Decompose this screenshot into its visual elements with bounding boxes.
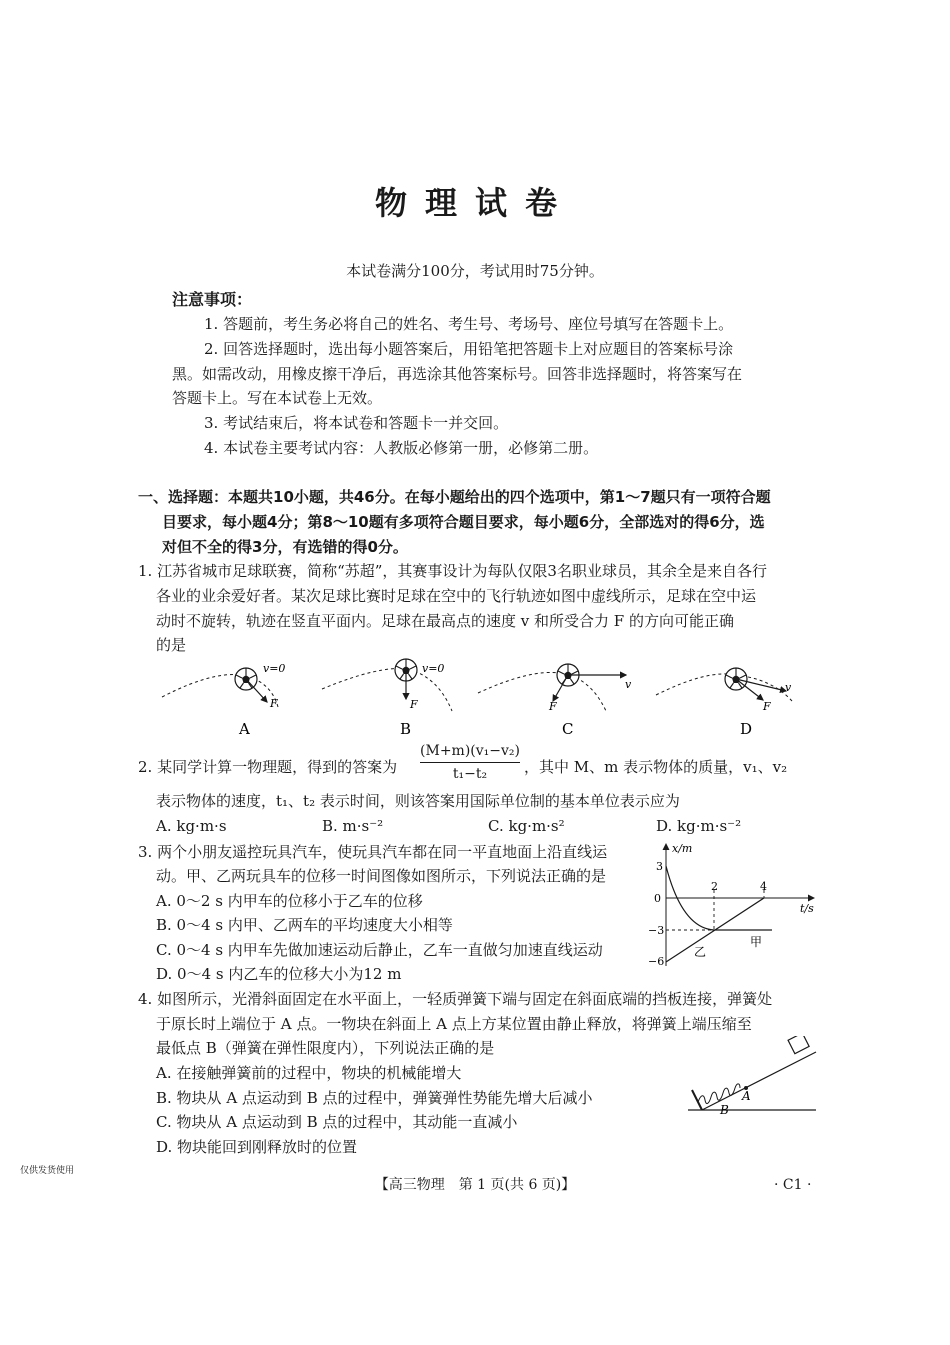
notice-item: 黑。如需改动，用橡皮擦干净后，再选涂其他答案标号。回答非选择题时，将答案写在 <box>172 365 743 383</box>
option-d[interactable]: D. 0～4 s 内乙车的位移大小为12 m <box>156 965 402 983</box>
velocity-label: v=0 <box>422 662 445 675</box>
notice-item: 4. 本试卷主要考试内容：人教版必修第一册，必修第二册。 <box>204 439 599 457</box>
barrier-plate <box>692 1090 702 1110</box>
option-a[interactable]: A. 0～2 s 内甲车的位移小于乙车的位移 <box>156 892 423 910</box>
page-title: 物理试卷 <box>374 184 575 222</box>
option-a[interactable]: A. 在接触弹簧前的过程中，物块的机械能增大 <box>156 1064 462 1082</box>
option-b[interactable]: B. m·s⁻² <box>322 817 384 835</box>
x-axis-label: t/s <box>800 902 814 915</box>
section-heading: 一、选择题：本题共10小题，共46分。在每小题给出的四个选项中，第1～7题只有一项符合题 <box>138 488 771 506</box>
option-b[interactable]: B. 0～4 s 内甲、乙两车的平均速度大小相等 <box>156 916 453 934</box>
block <box>788 1036 809 1054</box>
notice-item: 答题卡上。写在本试卷上无效。 <box>172 389 383 407</box>
question-1-text: 的是 <box>156 636 187 654</box>
car-jia-label: 甲 <box>750 935 763 949</box>
point-b-label: B <box>720 1103 729 1116</box>
answer-fraction <box>420 742 520 783</box>
car-yi-label: 乙 <box>694 945 707 959</box>
question-3-text: 3. 两个小朋友遥控玩具汽车，使玩具汽车都在同一平直地面上沿直线运 <box>138 843 608 861</box>
force-label: F <box>410 698 418 711</box>
notice-heading: 注意事项： <box>172 290 253 309</box>
point-a-label: A <box>742 1089 751 1103</box>
section-heading: 目要求，每小题4分；第8～10题有多项符合题目要求，每小题6分，全部选对的得6分，选 <box>162 513 765 531</box>
y-tick-label: −3 <box>648 924 665 937</box>
option-b[interactable]: B. 物块从 A 点运动到 B 点的过程中，弹簧弹性势能先增大后减小 <box>156 1089 593 1107</box>
incline-spring-figure <box>684 1036 818 1116</box>
x-tick-label: 4 <box>760 880 767 893</box>
option-c[interactable]: C. 物块从 A 点运动到 B 点的过程中，其动能一直减小 <box>156 1113 518 1131</box>
velocity-label: v <box>785 681 792 694</box>
fraction-numerator: (M+m)(v₁−v₂) <box>420 742 520 763</box>
figure-a <box>162 662 285 738</box>
notice-item: 3. 考试结束后，将本试卷和答题卡一并交回。 <box>204 414 509 432</box>
question-2-text: 表示物体的速度，t₁、t₂ 表示时间，则该答案用国际单位制的基本单位表示应为 <box>156 792 680 810</box>
question-4-text: 于原长时上端位于 A 点。一物块在斜面上 A 点上方某位置由静止释放，将弹簧上端压缩至 <box>156 1015 752 1033</box>
question-1-text: 动时不旋转，轨迹在竖直平面内。足球在最高点的速度 v 和所受合力 F 的方向可能正确 <box>156 612 734 630</box>
force-label: F <box>549 700 557 713</box>
figure-b <box>322 659 452 738</box>
question-1-text: 1. 江苏省城市足球联赛，简称“苏超”，其赛事设计为每队仅限3名职业球员，其余全是来自各行 <box>138 562 767 580</box>
origin-label: 0 <box>654 892 661 905</box>
figure-label: D <box>740 720 753 738</box>
score-line: 本试卷满分100分，考试用时75分钟。 <box>346 262 604 280</box>
question-1-text: 各业的业余爱好者。某次足球比赛时足球在空中的飞行轨迹如图中虚线所示，足球在空中运 <box>156 587 757 605</box>
incline-line <box>702 1052 816 1110</box>
figure-label: C <box>562 720 574 738</box>
velocity-label: v=0 <box>263 662 286 675</box>
figure-label: B <box>400 720 412 738</box>
question-4-text: 4. 如图所示，光滑斜面固定在水平面上，一轻质弹簧下端与固定在斜面底端的挡板连接，弹簧处 <box>138 990 773 1008</box>
option-a[interactable]: A. kg·m·s <box>156 817 227 835</box>
figure-d <box>656 668 792 738</box>
figure-c <box>478 664 632 738</box>
question-2-text: 2. 某同学计算一物理题，得到的答案为 <box>138 758 398 776</box>
figure-label: A <box>239 720 250 738</box>
y-tick-label: 3 <box>656 860 663 873</box>
section-heading: 对但不全的得3分，有选错的得0分。 <box>162 538 408 556</box>
y-axis-label: x/m <box>672 842 693 855</box>
force-label: F <box>270 697 278 710</box>
displacement-time-graph <box>642 838 822 973</box>
option-d[interactable]: D. kg·m·s⁻² <box>656 817 742 835</box>
velocity-label: v <box>625 678 632 691</box>
fraction-denominator: t₁−t₂ <box>452 766 488 782</box>
option-c[interactable]: C. kg·m·s² <box>488 817 565 835</box>
option-d[interactable]: D. 物块能回到刚释放时的位置 <box>156 1138 358 1156</box>
paper-code: · C1 · <box>774 1177 812 1193</box>
question-4-text: 最低点 B（弹簧在弹性限度内），下列说法正确的是 <box>156 1039 495 1057</box>
question-1-figures <box>160 655 800 740</box>
x-tick-label: 2 <box>711 880 718 893</box>
question-2-text: ，其中 M、m 表示物体的质量，v₁、v₂ <box>524 758 788 776</box>
page-footer: 【高三物理 第 1 页(共 6 页)】 <box>374 1177 576 1193</box>
option-c[interactable]: C. 0～4 s 内甲车先做加速运动后静止，乙车一直做匀加速直线运动 <box>156 941 603 959</box>
force-label: F <box>763 700 771 713</box>
distribution-note: 仅供发货使用 <box>20 1166 75 1176</box>
y-tick-label: −6 <box>648 955 665 968</box>
question-3-text: 动。甲、乙两玩具车的位移一时间图像如图所示，下列说法正确的是 <box>156 867 607 885</box>
notice-item: 2. 回答选择题时，选出每小题答案后，用铅笔把答题卡上对应题目的答案标号涂 <box>204 340 734 358</box>
notice-item: 1. 答题前，考生务必将自己的姓名、考生号、考场号、座位号填写在答题卡上。 <box>204 315 734 333</box>
